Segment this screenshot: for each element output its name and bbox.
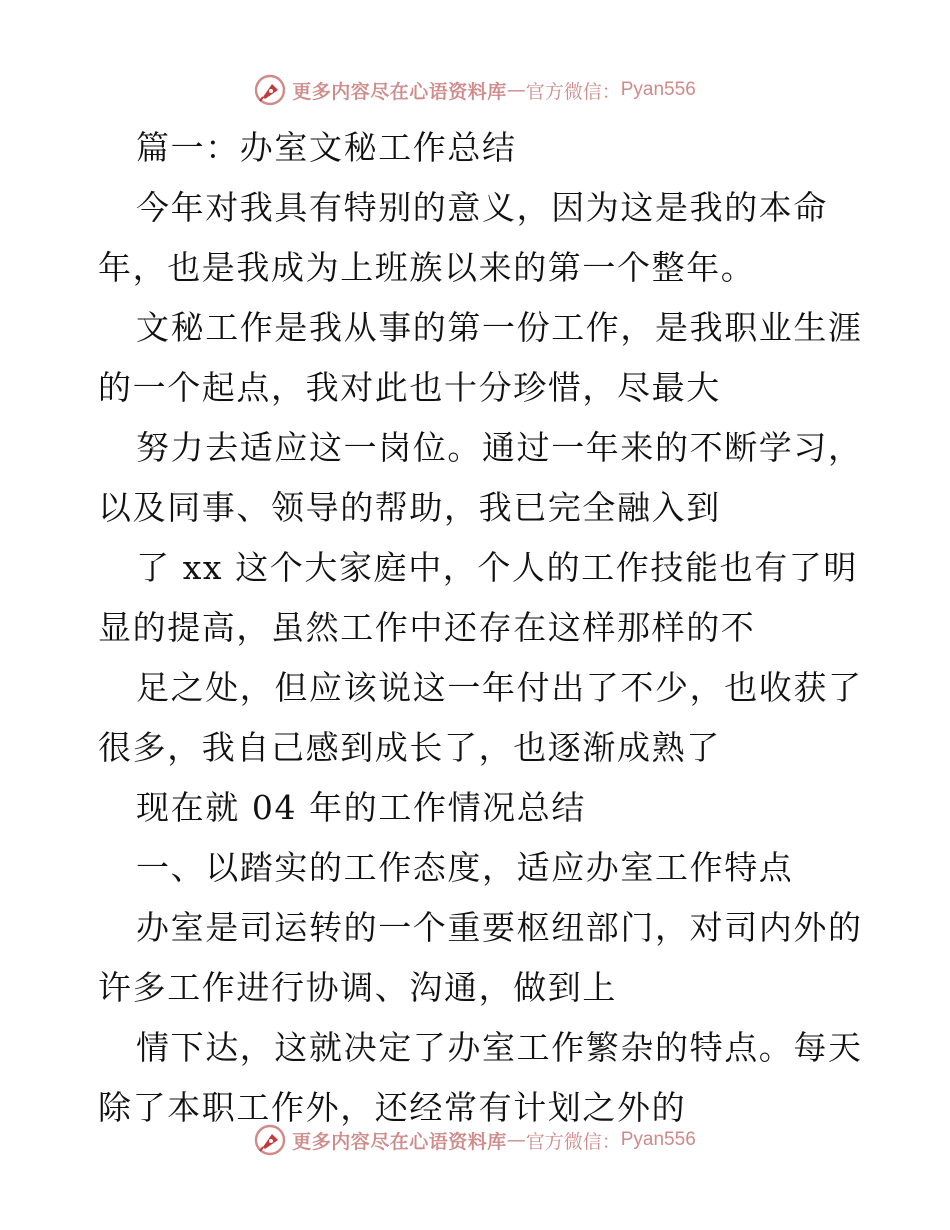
watermark-wechat-id: Pyan556 — [620, 1129, 696, 1150]
fountain-pen-nib-icon — [254, 74, 286, 106]
paragraph-line: 足之处，但应该说这一年付出了不少，也收获了 — [136, 668, 863, 707]
watermark-text: 更多内容尽在心语资料库 — [292, 1130, 507, 1153]
footer-watermark — [0, 1120, 950, 1160]
watermark-separator: — — [506, 1129, 526, 1151]
paragraph-line: 办室是司运转的一个重要枢纽部门，对司内外的 — [136, 908, 863, 947]
document-title: 篇一：办室文秘工作总结 — [136, 128, 517, 167]
watermark-label: 官方微信： — [525, 1130, 621, 1153]
document-body — [98, 118, 868, 1138]
section-heading: 一、以踏实的工作态度，适应办室工作特点 — [136, 848, 794, 887]
paragraph-line: 的一个起点，我对此也十分珍惜，尽最大 — [98, 368, 721, 407]
paragraph-line: 以及同事、领导的帮助，我已完全融入到 — [98, 488, 721, 527]
watermark-label: 官方微信： — [525, 80, 621, 103]
paragraph-line: 了 xx 这个大家庭中，个人的工作技能也有了明 — [136, 548, 859, 587]
paragraph-line: 今年对我具有特别的意义，因为这是我的本命 — [136, 188, 828, 227]
paragraph-line: 文秘工作是我从事的第一份工作，是我职业生涯 — [136, 308, 863, 347]
paragraph-line: 情下达，这就决定了办室工作繁杂的特点。每天 — [136, 1028, 863, 1067]
paragraph-line: 努力去适应这一岗位。通过一年来的不断学习， — [136, 428, 863, 467]
watermark-text: 更多内容尽在心语资料库 — [292, 80, 507, 103]
paragraph-line: 现在就 04 年的工作情况总结 — [136, 788, 586, 827]
header-watermark — [0, 70, 950, 110]
paragraph-line: 年，也是我成为上班族以来的第一个整年。 — [98, 248, 756, 287]
fountain-pen-nib-icon — [254, 1124, 286, 1156]
paragraph-line: 除了本职工作外，还经常有计划之外的 — [98, 1088, 687, 1127]
watermark-wechat-id: Pyan556 — [620, 79, 696, 100]
paragraph-line: 显的提高，虽然工作中还存在这样那样的不 — [98, 608, 756, 647]
paragraph-line: 许多工作进行协调、沟通，做到上 — [98, 968, 617, 1007]
watermark-separator: — — [506, 79, 526, 101]
paragraph-line: 很多，我自己感到成长了，也逐渐成熟了 — [98, 728, 721, 767]
